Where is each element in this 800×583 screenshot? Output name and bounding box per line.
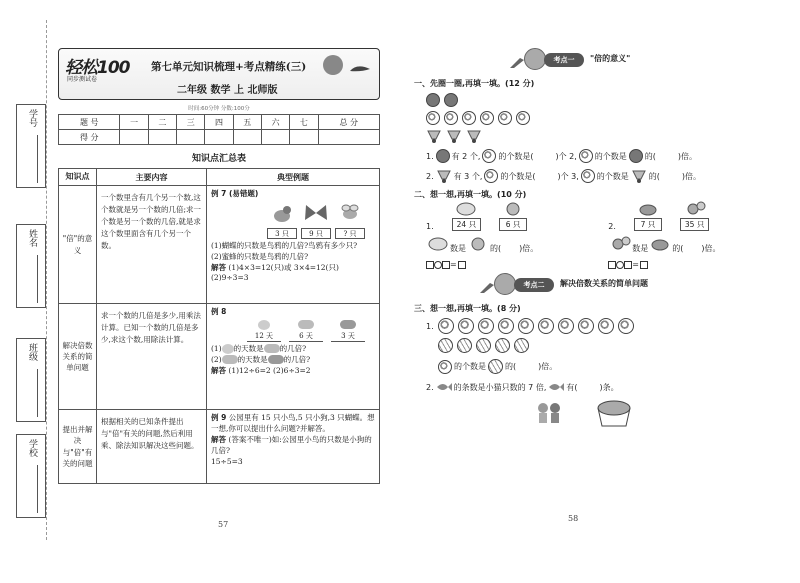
summary-row	[59, 186, 380, 304]
soccer-ball-icon	[480, 111, 494, 125]
topic-title: 解决倍数关系的简单问题	[560, 279, 648, 288]
weather-pictures	[247, 320, 375, 342]
topic-pill: 考点二	[514, 278, 554, 292]
squirrel-icon	[683, 200, 707, 216]
kid-icon	[323, 55, 343, 75]
student-id-box	[16, 104, 46, 188]
topic-cell: 提出并解决与"倍"有关的问题	[59, 410, 97, 484]
soccer-ball-icon	[426, 111, 440, 125]
soccer-ball-icon	[498, 111, 512, 125]
equation-blanks[interactable]: =	[608, 260, 720, 269]
animal-count: 24 只	[452, 218, 481, 231]
question-1: (1)蝴蝶的只数是鸟鸦的几倍?鸟鸦有多少只?	[211, 240, 358, 250]
answer	[211, 263, 375, 285]
name-label: 姓名	[27, 229, 37, 247]
content-cell: 一个数里含有几个另一个数,这个数就是另一个数的几倍;求一个数是另一个数的几倍,就是求这个数里面含有几个另一个数。	[97, 186, 207, 304]
animal-count: 7 只	[634, 218, 662, 231]
soccer-ball-icon	[558, 318, 574, 334]
q-text: )条。	[599, 382, 619, 392]
q-text: 的(	[672, 244, 684, 253]
section-2-heading: 二、想一想,再填一填。(10 分)	[414, 190, 527, 199]
score-input-cell[interactable]	[261, 130, 289, 145]
sheep-icon	[426, 235, 450, 251]
score-input-cell[interactable]	[120, 130, 148, 145]
q-num: (2)	[211, 354, 222, 364]
q-text: 有 3 个,	[453, 171, 483, 181]
answer-text: (1)12÷6=2 (2)6÷3=2	[228, 365, 311, 375]
q-text: 的天数是	[233, 343, 264, 353]
soccer-ball-icon	[598, 318, 614, 334]
q-text: 的天数是	[237, 354, 268, 364]
header-example: 典型例题	[207, 169, 380, 186]
q-text: 数是	[632, 244, 649, 253]
example-cell	[207, 304, 380, 410]
score-header-cell: 五	[233, 115, 261, 130]
q-text: 的个数是	[594, 151, 627, 161]
score-label-cell: 得 分	[59, 130, 120, 145]
soccer-ball-icon	[462, 111, 476, 125]
score-header-cell: 三	[177, 115, 205, 130]
page-subtitle: 二年级 数学 上 北师版	[177, 85, 278, 96]
turtle-icon	[636, 200, 660, 216]
soccer-ball-icon	[516, 111, 530, 125]
topic-banner-2	[484, 273, 784, 297]
question-1	[211, 344, 375, 355]
soccer-ball-icon	[478, 318, 494, 334]
section-3-heading: 三、想一想,再填一填。(8 分)	[414, 304, 521, 313]
q-text: 的(	[644, 151, 656, 161]
header-topic: 知识点	[59, 169, 97, 186]
student-id-label: 学号	[27, 109, 37, 127]
s3-question-1	[438, 359, 784, 374]
answer	[211, 366, 375, 377]
weather-value: 3 天	[331, 331, 365, 342]
class-label: 班级	[27, 343, 37, 361]
score-table	[58, 114, 380, 145]
page-number-left: 57	[218, 520, 229, 529]
score-header-cell: 六	[261, 115, 289, 130]
q-text: )倍。	[677, 151, 698, 161]
shuttlecock-icon	[426, 129, 442, 143]
q-text: 的个数是	[596, 171, 629, 181]
q-text: 有 2 个,	[451, 151, 481, 161]
bird-icon	[267, 202, 297, 224]
volleyball-icon	[457, 338, 472, 353]
soccer-ball-icon	[579, 149, 593, 163]
answer-label: 解答	[211, 365, 226, 375]
example-cell	[207, 186, 380, 304]
q-text: 的(	[490, 244, 502, 253]
section-2-questions	[426, 200, 784, 269]
smiley-icon	[524, 48, 546, 70]
soccer-ball-icon	[498, 318, 514, 334]
shuttlecock-icon	[446, 129, 462, 143]
q-text: 的几倍?	[279, 343, 307, 353]
q-text: 数是	[450, 244, 466, 253]
brush-icon	[510, 58, 524, 68]
summary-header-row	[59, 169, 380, 186]
score-input-cell[interactable]	[148, 130, 176, 145]
school-label: 学校	[27, 439, 37, 457]
page-number-right: 58	[568, 514, 579, 523]
answer-equation: 15÷5=3	[211, 456, 243, 466]
score-input-row	[59, 130, 380, 145]
cats-icon	[534, 398, 564, 426]
weather-cell	[247, 320, 281, 342]
q-num: 2.	[608, 222, 616, 231]
brand-subtitle: 同步测试卷	[67, 76, 98, 83]
soccer-ball-icon	[618, 318, 634, 334]
pic-cell	[267, 202, 297, 239]
ball-row-2	[426, 111, 784, 125]
volleyball-icon	[488, 359, 503, 374]
q-num: 1.	[426, 222, 434, 231]
q-text: )个 2,	[555, 151, 577, 161]
score-header-cell: 七	[290, 115, 318, 130]
cat-icon	[501, 200, 525, 216]
pic-value: 3 只	[267, 228, 297, 239]
q-num: (1)	[211, 343, 222, 353]
topic-banner-1	[514, 48, 784, 72]
cloud-icon	[222, 355, 238, 364]
header-banner	[58, 48, 380, 100]
q-num: 1.	[426, 321, 434, 331]
pic-cell	[335, 202, 365, 239]
volleyball-icon	[514, 338, 529, 353]
score-header-cell: 题 号	[59, 115, 120, 130]
brand-logo: 轻松100	[65, 58, 130, 78]
name-box	[16, 224, 46, 308]
shuttlecock-icon	[466, 129, 482, 143]
summary-row	[59, 410, 380, 484]
summary-title: 知识点汇总表	[191, 154, 246, 164]
volleyball-icon	[476, 338, 491, 353]
time-score-meta: 时间:60分钟 分数:100分	[188, 106, 250, 112]
q-text: )个 3,	[557, 171, 579, 181]
soccer-ball-icon	[538, 318, 554, 334]
soccer-ball-icon	[518, 318, 534, 334]
q-text: )倍。	[701, 244, 721, 253]
weather-value: 12 天	[247, 331, 281, 342]
q-text: 的个数是	[454, 362, 486, 371]
pic-value: ? 只	[335, 228, 365, 239]
volleyball-icon	[438, 338, 453, 353]
score-input-cell[interactable]	[177, 130, 205, 145]
sheep-icon	[454, 200, 478, 216]
q-text: 的(	[648, 171, 660, 181]
animal-count: 6 只	[499, 218, 527, 231]
s3-question-2	[426, 380, 784, 394]
question-1-1	[426, 149, 784, 163]
bee-icon	[335, 202, 365, 224]
turtle-icon	[648, 235, 672, 251]
s3-pictures	[534, 398, 784, 428]
weather-value: 6 天	[289, 331, 323, 342]
fish-basket-icon	[594, 398, 634, 428]
pic-value: 9 只	[301, 228, 331, 239]
shuttlecock-icon	[436, 169, 452, 183]
rain-icon	[268, 355, 284, 364]
question: 公园里有 15 只小鸟,5 只小狗,3 只蝴蝶。想一想,你可以提出什么问题?并解答。	[211, 413, 375, 433]
ball-row-1	[426, 93, 784, 107]
equation-blanks[interactable]: =	[426, 260, 538, 269]
brush-icon	[480, 283, 494, 293]
shuttlecock-icon	[631, 169, 647, 183]
q-num: 1.	[426, 151, 434, 161]
answer-label: 解答	[211, 434, 226, 444]
binding-strip	[8, 18, 50, 538]
basketball-icon	[436, 149, 450, 163]
content-cell: 根据相关的已知条件提出与"倍"有关的问题,然后利用乘、除法知识解决这些问题。	[97, 410, 207, 484]
soccer-ball-icon	[438, 360, 452, 374]
score-input-cell[interactable]	[290, 130, 318, 145]
header-content: 主要内容	[97, 169, 207, 186]
pic-cell	[301, 202, 331, 239]
volleyball-icon	[495, 338, 510, 353]
school-box	[16, 434, 46, 518]
weather-cell	[289, 320, 323, 342]
fish-icon	[548, 380, 564, 394]
fish-icon	[436, 380, 452, 394]
animal-count: 35 只	[680, 218, 709, 231]
soccer-ball-icon	[581, 169, 595, 183]
shuttle-row	[426, 129, 784, 143]
insect-pictures	[267, 202, 375, 239]
class-box	[16, 338, 46, 422]
butterfly-icon	[301, 202, 331, 224]
cut-line	[46, 20, 47, 540]
q-text: )倍。	[519, 244, 539, 253]
answer-label: 解答	[211, 262, 226, 272]
soccer-ball-icon	[438, 318, 454, 334]
q-text: 的(	[505, 362, 517, 371]
soccer-ball-icon	[578, 318, 594, 334]
page-title: 第七单元知识梳理+考点精练(三)	[151, 61, 307, 73]
example-label: 例 8	[211, 307, 227, 316]
topic-pill: 考点一	[544, 53, 584, 67]
score-header-cell: 一	[120, 115, 148, 130]
example-label: 例 9	[211, 413, 227, 422]
q-text: )倍。	[681, 171, 702, 181]
s3-volleyball-row	[438, 338, 784, 353]
score-header-cell: 二	[148, 115, 176, 130]
question-2: (2)蜜蜂的只数是鸟鸦的几倍?	[211, 251, 309, 261]
cloud-icon	[264, 344, 280, 353]
summary-row	[59, 304, 380, 410]
rain-icon	[340, 320, 356, 329]
soccer-ball-icon	[482, 149, 496, 163]
answer-text: (答案不唯一)如:公园里小鸟的只数是小狗的几倍?	[211, 434, 372, 455]
topic-cell: 解决倍数关系的简单问题	[59, 304, 97, 410]
q-text: 的几倍?	[283, 354, 311, 364]
score-header-cell: 四	[205, 115, 233, 130]
s2-question-2	[608, 200, 720, 269]
question-1-2	[426, 169, 784, 183]
bird-icon	[349, 63, 371, 77]
sun-icon	[258, 320, 270, 330]
q-text: 的条数是小猫只数的 7 倍,	[453, 382, 547, 392]
q-num: 2.	[426, 382, 434, 392]
cloud-icon	[298, 320, 314, 329]
score-input-cell[interactable]	[233, 130, 261, 145]
summary-table	[58, 168, 380, 484]
example-cell	[207, 410, 380, 484]
q-text: 有(	[566, 382, 578, 392]
basketball-icon	[426, 93, 440, 107]
content-cell: 求一个数的几倍是多少,用乘法计算。已知一个数的几倍是多少,求这个数,用除法计算。	[97, 304, 207, 410]
basketball-icon	[444, 93, 458, 107]
q-text: 的个数是(	[500, 171, 536, 181]
q-text: )倍。	[538, 362, 558, 371]
weather-cell	[331, 320, 365, 342]
topic-title: "倍的意义"	[590, 54, 631, 63]
soccer-ball-icon	[458, 318, 474, 334]
cat-icon	[466, 235, 490, 251]
right-page	[414, 48, 784, 428]
s3-ball-row	[426, 318, 784, 334]
squirrel-icon	[608, 235, 632, 251]
soccer-ball-icon	[484, 169, 498, 183]
s2-question-1	[426, 200, 538, 269]
section-1-heading: 一、先圈一圈,再填一填。(12 分)	[414, 79, 535, 88]
score-header-row	[59, 115, 380, 130]
left-page	[58, 48, 380, 484]
q-text: 的个数是(	[498, 151, 534, 161]
score-input-cell[interactable]	[205, 130, 233, 145]
smiley-icon	[494, 273, 516, 295]
q-num: 2.	[426, 171, 434, 181]
score-input-cell[interactable]	[318, 130, 379, 145]
basketball-icon	[629, 149, 643, 163]
question-2	[211, 355, 375, 366]
score-header-cell: 总 分	[318, 115, 379, 130]
topic-cell: "倍"的意义	[59, 186, 97, 304]
soccer-ball-icon	[444, 111, 458, 125]
example-label: 例 7 (易错题)	[211, 189, 259, 198]
sun-icon	[222, 344, 234, 354]
answer-text: (1)4×3=12(只)或 3×4=12(只) (2)9÷3=3	[211, 262, 339, 283]
